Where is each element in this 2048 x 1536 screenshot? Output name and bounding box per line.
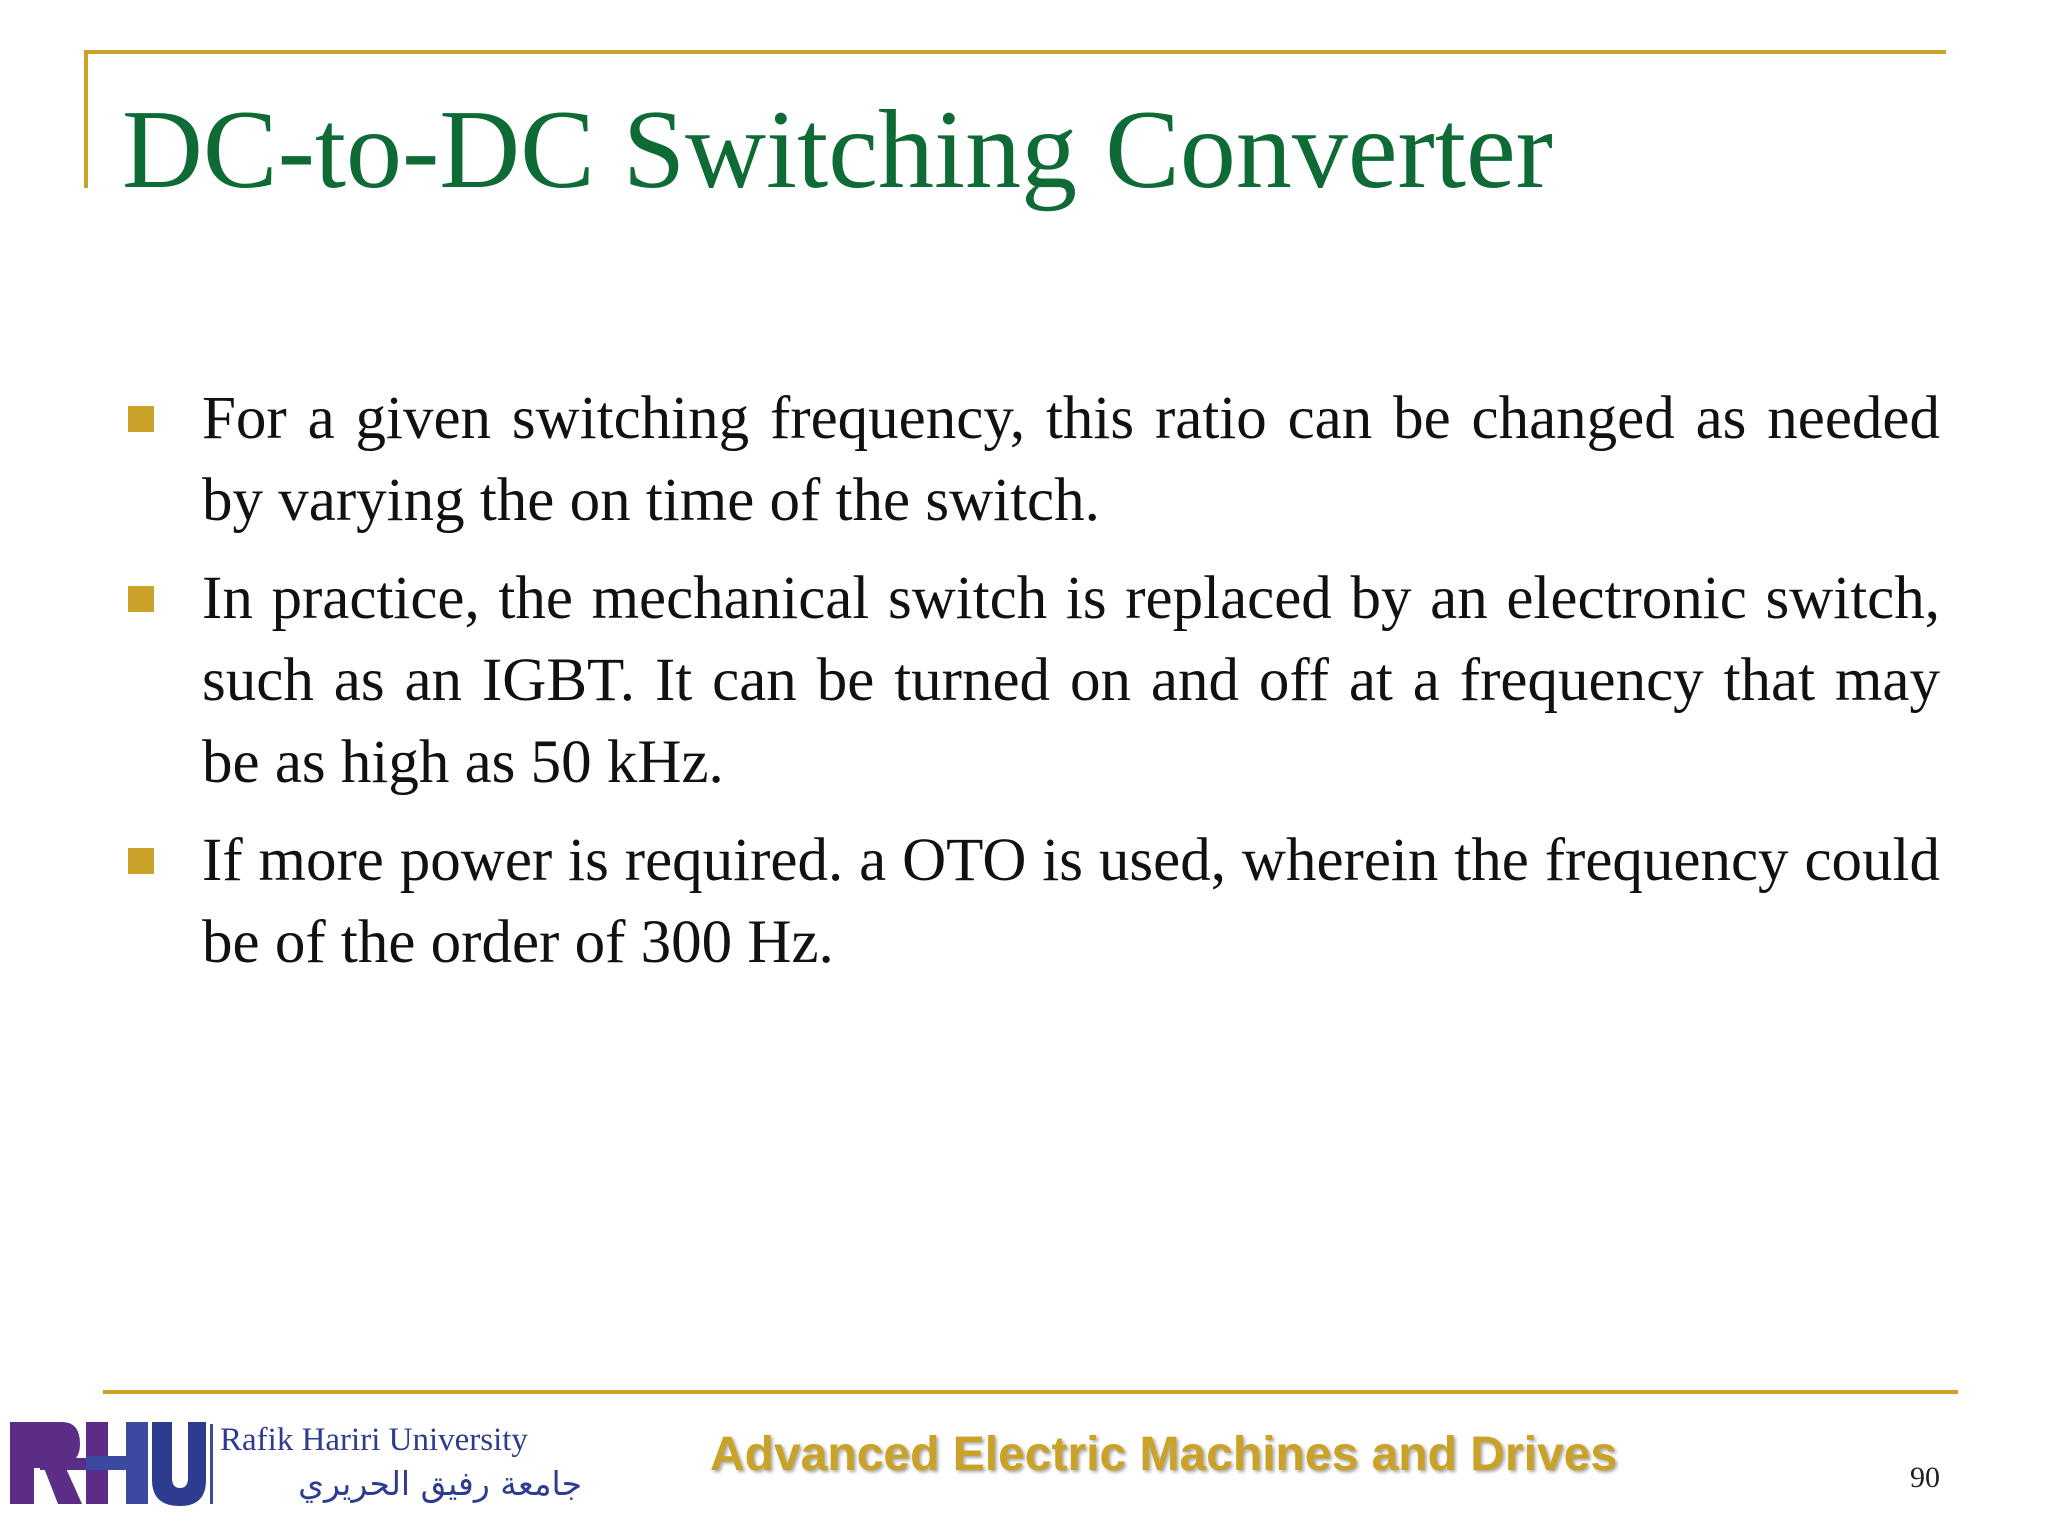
logo-divider [210,1424,213,1504]
square-bullet-icon [128,848,154,874]
rhu-logo-mark-icon [10,1418,206,1508]
bullet-text: If more power is required. a OTO is used, wherein the frequency could be of the order of 300 Hz. [202,827,1940,976]
slide-title: DC-to-DC Switching Converter [122,88,1553,212]
bullet-item [128,558,1940,804]
square-bullet-icon [128,586,154,612]
title-top-rule [84,50,1946,54]
bullet-item [128,820,1940,984]
footer-rule [103,1390,1958,1394]
logo-name-english: Rafik Hariri University [220,1422,528,1458]
bullet-text: For a given switching frequency, this ratio can be changed as needed by varying the on time of the switch. [202,385,1940,534]
square-bullet-icon [128,406,154,432]
bullet-text: In practice, the mechanical switch is replaced by an electronic switch, such as an IGBT. It can be turned on and off at a frequency that may be as high as 50 kHz. [202,565,1940,796]
page-number: 90 [1910,1461,1940,1494]
bullet-item [128,378,1940,542]
title-left-rule [84,50,88,188]
bullet-list [128,378,1940,1000]
university-logo [10,1418,590,1508]
logo-name-arabic: جامعة رفيق الحريري [298,1464,582,1503]
course-title: Advanced Electric Machines and Drives [710,1428,1618,1481]
